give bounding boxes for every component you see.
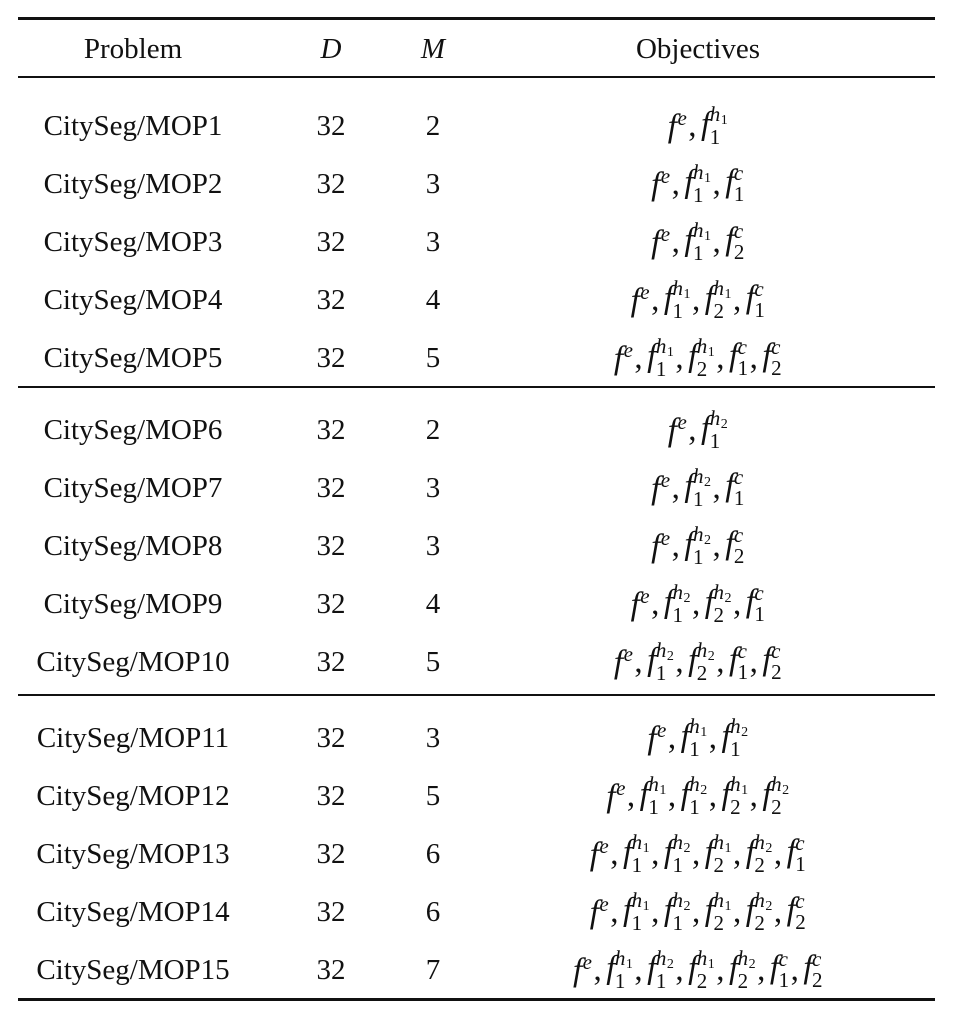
objective-term: f c 1	[725, 465, 745, 510]
group-rule-2	[18, 694, 935, 696]
objective-term: $f^e$	[667, 106, 688, 145]
objective-term: f $h_1$ 1	[684, 159, 712, 208]
objective-term: f $h_1$ 2	[704, 887, 732, 936]
cell-problem: CitySeg/MOP12	[36, 779, 230, 812]
cell-problem: CitySeg/MOP5	[43, 341, 223, 374]
cell-d: 32	[316, 529, 346, 562]
cell-problem: CitySeg/MOP3	[43, 225, 223, 258]
cell-d: 32	[316, 587, 346, 620]
cell-d: 32	[316, 779, 346, 812]
objective-term: f $h_2$ 1	[684, 463, 712, 512]
cell-d: 32	[316, 895, 346, 928]
objective-term: f $h_1$ 1	[663, 275, 692, 324]
objective-term: $f^e$	[613, 642, 634, 681]
header-rule	[18, 76, 935, 78]
cell-m: 2	[425, 109, 441, 142]
cell-objectives: $f^e$ , f $h_1$ 1 , f $h_2$ 1 , f $h_1$ 2 , f $h_2$ 2 , f c 2	[589, 887, 807, 936]
objective-term: $f^e$	[651, 526, 671, 565]
objective-term: f $h_2$ 1	[663, 887, 692, 936]
table-bottom-rule	[18, 998, 935, 1001]
table-row	[18, 401, 935, 459]
cell-objectives: $f^e$ , f $h_1$ 1 , f $h_1$ 2 , f c 1	[630, 275, 766, 324]
objective-term: f $h_2$ 2	[745, 887, 773, 936]
table-row	[18, 767, 935, 825]
objective-term: f c 2	[786, 889, 807, 934]
cell-d: 32	[316, 167, 346, 200]
objective-term: $f^e$	[589, 892, 610, 931]
cell-problem: CitySeg/MOP15	[36, 953, 230, 986]
objective-term: f c 1	[745, 277, 766, 322]
cell-m: 7	[425, 953, 441, 986]
cell-objectives: $f^e$ , f $h_1$ 1 , f $h_2$ 1	[647, 713, 749, 762]
cell-problem: CitySeg/MOP4	[43, 283, 223, 316]
cell-objectives: $f^e$ , f $h_2$ 1 , f c 1	[651, 463, 745, 512]
objective-term: f c 2	[762, 335, 783, 380]
cell-objectives: $f^e$ , f $h_2$ 1	[667, 405, 729, 454]
objective-term: $f^e$	[651, 222, 671, 261]
objective-term: f $h_1$ 1	[639, 771, 667, 820]
cell-objectives: $f^e$ , f $h_1$ 1	[667, 101, 729, 150]
header-m: M	[420, 32, 446, 65]
cell-m: 5	[425, 779, 441, 812]
objective-term: f $h_1$ 1	[622, 829, 651, 878]
objective-term: $f^e$	[606, 776, 626, 815]
objective-term: f $h_2$ 1	[647, 945, 675, 994]
cell-m: 3	[425, 471, 441, 504]
cell-m: 2	[425, 413, 441, 446]
objective-term: f $h_1$ 1	[684, 217, 712, 266]
objective-term: f $h_2$ 2	[745, 829, 773, 878]
objective-term: f $h_1$ 2	[704, 275, 732, 324]
cell-d: 32	[316, 837, 346, 870]
cell-problem: CitySeg/MOP6	[43, 413, 223, 446]
objective-term: f c 2	[762, 639, 783, 684]
cell-d: 32	[316, 413, 346, 446]
table-row	[18, 329, 935, 387]
objective-term: f $h_2$ 2	[762, 771, 790, 820]
cell-objectives: $f^e$ , f $h_2$ 1 , f $h_2$ 2 , f c 1	[630, 579, 766, 628]
objective-term: f $h_2$ 1	[680, 771, 708, 820]
objective-term: f c 2	[803, 947, 824, 992]
cell-objectives: $f^e$ , f $h_1$ 1 , f c 1	[651, 159, 745, 208]
objective-term: $f^e$	[613, 338, 634, 377]
header-objectives: Objectives	[635, 32, 760, 65]
table-row	[18, 517, 935, 575]
header-d: D	[320, 32, 342, 65]
cell-m: 6	[425, 895, 441, 928]
objective-term: f $h_1$ 1	[647, 333, 675, 382]
table-row	[18, 825, 935, 883]
table-row	[18, 575, 935, 633]
objective-term: f $h_2$ 2	[729, 945, 757, 994]
cell-objectives: $f^e$ , f $h_1$ 1 , f $h_2$ 1 , f $h_1$ 2 , f $h_2$ 2	[606, 771, 790, 820]
objective-term: f $h_2$ 1	[663, 829, 692, 878]
objective-term: f $h_1$ 1	[680, 713, 708, 762]
cell-objectives: $f^e$ , f $h_2$ 1 , f $h_2$ 2 , f c 1 , f c 2	[613, 637, 783, 686]
cell-m: 6	[425, 837, 441, 870]
cell-d: 32	[316, 225, 346, 258]
objective-term: f c 1	[725, 161, 745, 206]
table-row	[18, 883, 935, 941]
objective-term: f c 1	[745, 581, 766, 626]
objective-term: f $h_1$ 2	[688, 333, 716, 382]
objective-term: f $h_1$ 1	[606, 945, 634, 994]
objective-term: $f^e$	[651, 468, 671, 507]
objective-term: f $h_1$ 2	[704, 829, 732, 878]
cell-problem: CitySeg/MOP1	[43, 109, 223, 142]
table-row	[18, 97, 935, 155]
header-problem: Problem	[83, 32, 183, 65]
cell-problem: CitySeg/MOP8	[43, 529, 223, 562]
cell-objectives: $f^e$ , f $h_1$ 1 , f c 2	[651, 217, 745, 266]
cell-problem: CitySeg/MOP9	[43, 587, 223, 620]
objective-term: $f^e$	[572, 950, 593, 989]
cell-problem: CitySeg/MOP2	[43, 167, 223, 200]
objective-term: f $h_1$ 2	[721, 771, 749, 820]
objective-term: f $h_1$ 1	[622, 887, 651, 936]
objective-term: f $h_2$ 2	[688, 637, 716, 686]
cell-d: 32	[316, 109, 346, 142]
cell-objectives: $f^e$ , f $h_2$ 1 , f c 2	[651, 521, 745, 570]
table-row	[18, 709, 935, 767]
objective-term: f $h_2$ 1	[684, 521, 712, 570]
cell-m: 3	[425, 529, 441, 562]
objective-term: f $h_2$ 1	[721, 713, 749, 762]
cell-problem: CitySeg/MOP13	[36, 837, 230, 870]
objective-term: f c 1	[769, 947, 790, 992]
cell-d: 32	[316, 953, 346, 986]
cell-problem: CitySeg/MOP7	[43, 471, 223, 504]
table-row	[18, 271, 935, 329]
objective-term: $f^e$	[651, 164, 671, 203]
cell-d: 32	[316, 283, 346, 316]
objective-term: f $h_2$ 1	[701, 405, 729, 454]
objective-term: f c 2	[725, 523, 745, 568]
objective-term: $f^e$	[630, 280, 651, 319]
objective-term: $f^e$	[667, 410, 688, 449]
cell-d: 32	[316, 341, 346, 374]
table-row	[18, 459, 935, 517]
objective-term: $f^e$	[630, 584, 651, 623]
cell-m: 3	[425, 721, 441, 754]
table-row	[18, 941, 935, 999]
table-row	[18, 213, 935, 271]
table-row	[18, 155, 935, 213]
cell-problem: CitySeg/MOP11	[36, 721, 230, 754]
objective-term: f c 1	[786, 831, 807, 876]
cell-objectives: $f^e$ , f $h_1$ 1 , f $h_2$ 1 , f $h_1$ 2 , f $h_2$ 2 , f c 1	[589, 829, 807, 878]
objective-term: $f^e$	[647, 718, 667, 757]
table-row	[18, 633, 935, 691]
cell-d: 32	[316, 471, 346, 504]
cell-m: 3	[425, 167, 441, 200]
cell-m: 4	[425, 283, 441, 316]
objective-term: f $h_1$ 2	[688, 945, 716, 994]
cell-d: 32	[316, 721, 346, 754]
objective-term: f $h_2$ 2	[704, 579, 732, 628]
objective-term: f c 2	[725, 219, 745, 264]
cell-m: 4	[425, 587, 441, 620]
cell-objectives: $f^e$ , f $h_1$ 1 , f $h_2$ 1 , f $h_1$ 2 , f $h_2$ 2 , f c 1 , f c 2	[572, 945, 824, 994]
objective-term: f $h_2$ 1	[647, 637, 675, 686]
objective-term: f c 1	[729, 639, 749, 684]
table-header-row	[18, 20, 935, 78]
objective-term: f $h_1$ 1	[701, 101, 729, 150]
cell-m: 5	[425, 645, 441, 678]
cell-m: 3	[425, 225, 441, 258]
cell-objectives: $f^e$ , f $h_1$ 1 , f $h_1$ 2 , f c 1 , f c 2	[613, 333, 783, 382]
group-rule-1	[18, 386, 935, 388]
cell-m: 5	[425, 341, 441, 374]
objective-term: f c 1	[729, 335, 749, 380]
objective-term: $f^e$	[589, 834, 610, 873]
objective-term: f $h_2$ 1	[663, 579, 692, 628]
cell-problem: CitySeg/MOP10	[36, 645, 230, 678]
cell-problem: CitySeg/MOP14	[36, 895, 230, 928]
cell-d: 32	[316, 645, 346, 678]
